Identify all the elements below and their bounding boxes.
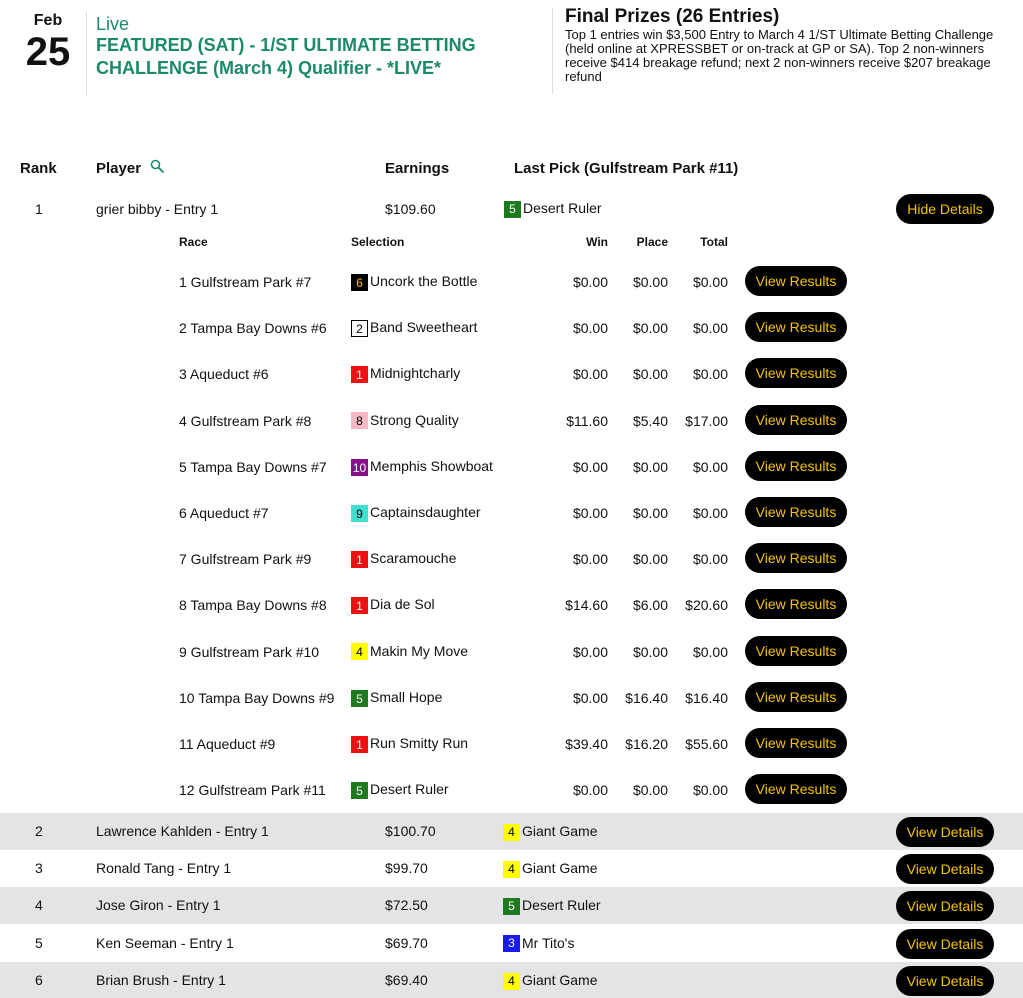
detail-header-place: Place bbox=[636, 235, 668, 249]
total-cell: $20.60 bbox=[685, 597, 728, 614]
view-details-button[interactable]: View Details bbox=[896, 854, 994, 884]
program-number-badge: 5 bbox=[351, 690, 368, 707]
program-number-badge: 4 bbox=[503, 973, 520, 990]
place-cell: $0.00 bbox=[632, 782, 668, 799]
program-number-badge: 1 bbox=[351, 736, 368, 753]
view-results-button[interactable]: View Results bbox=[745, 636, 847, 666]
win-cell: $0.00 bbox=[572, 689, 608, 706]
horse-name: Small Hope bbox=[370, 688, 443, 705]
rank-cell: 4 bbox=[35, 897, 43, 914]
view-details-button[interactable]: View Details bbox=[896, 929, 994, 959]
view-details-button[interactable]: View Details bbox=[896, 966, 994, 996]
place-cell: $0.00 bbox=[632, 458, 668, 475]
win-cell: $0.00 bbox=[572, 782, 608, 799]
total-cell: $55.60 bbox=[685, 736, 728, 752]
program-number-badge: 2 bbox=[351, 320, 368, 337]
horse-name: Midnightcharly bbox=[370, 365, 461, 382]
total-cell: $0.00 bbox=[692, 366, 728, 383]
race-cell: 5 Tampa Bay Downs #7 bbox=[179, 458, 327, 475]
race-detail-row bbox=[0, 724, 1023, 764]
view-details-button[interactable]: View Details bbox=[896, 817, 994, 847]
program-number-badge: 4 bbox=[351, 643, 368, 660]
place-cell: $5.40 bbox=[632, 412, 668, 429]
win-cell: $0.00 bbox=[572, 320, 608, 337]
earnings-cell: $109.60 bbox=[385, 201, 436, 217]
earnings-cell: $69.70 bbox=[385, 934, 428, 951]
selection-cell bbox=[351, 643, 468, 661]
view-results-button[interactable]: View Results bbox=[745, 682, 847, 712]
divider bbox=[86, 12, 87, 96]
program-number-badge: 4 bbox=[503, 861, 520, 878]
race-detail-row bbox=[0, 308, 1023, 348]
total-cell: $0.00 bbox=[692, 505, 728, 521]
view-results-button[interactable]: View Results bbox=[745, 451, 847, 481]
horse-name: Uncork the Bottle bbox=[370, 273, 478, 289]
rank-cell: 3 bbox=[35, 860, 43, 877]
player-cell[interactable]: Ronald Tang - Entry 1 bbox=[96, 860, 232, 877]
column-header-rank: Rank bbox=[20, 160, 57, 177]
race-detail-row bbox=[0, 447, 1023, 487]
rank-cell: 1 bbox=[35, 201, 43, 217]
race-detail-row bbox=[0, 493, 1023, 533]
selection-cell bbox=[351, 596, 435, 614]
last-pick-cell bbox=[503, 935, 574, 953]
selection-cell bbox=[351, 504, 481, 522]
win-cell: $0.00 bbox=[572, 551, 608, 568]
race-cell: 11 Aqueduct #9 bbox=[179, 736, 276, 752]
selection-cell bbox=[351, 735, 468, 753]
view-results-button[interactable]: View Results bbox=[745, 358, 847, 388]
win-cell: $11.60 bbox=[566, 412, 608, 429]
horse-name: Strong Quality bbox=[370, 411, 459, 428]
place-cell: $0.00 bbox=[632, 320, 668, 337]
place-cell: $16.40 bbox=[625, 689, 668, 706]
view-details-button[interactable]: View Details bbox=[896, 891, 994, 921]
earnings-cell: $100.70 bbox=[385, 823, 436, 839]
race-cell: 9 Gulfstream Park #10 bbox=[179, 643, 320, 660]
total-cell: $17.00 bbox=[685, 412, 728, 429]
event-info bbox=[96, 14, 546, 80]
horse-name: Mr Tito's bbox=[522, 934, 575, 951]
total-cell: $0.00 bbox=[692, 458, 728, 475]
horse-name: Dia de Sol bbox=[370, 596, 435, 613]
event-day: 25 bbox=[25, 30, 71, 74]
place-cell: $16.20 bbox=[625, 736, 668, 752]
view-results-button[interactable]: View Results bbox=[745, 497, 847, 527]
program-number-badge: 6 bbox=[351, 274, 368, 291]
race-detail-row bbox=[0, 401, 1023, 441]
program-number-badge: 5 bbox=[504, 201, 521, 218]
selection-cell bbox=[351, 689, 442, 707]
race-detail-row bbox=[0, 678, 1023, 718]
column-header-last-pick: Last Pick (Gulfstream Park #11) bbox=[514, 160, 739, 177]
event-status: Live bbox=[96, 14, 130, 34]
horse-name: Run Smitty Run bbox=[370, 735, 469, 751]
selection-cell bbox=[351, 365, 460, 383]
column-header-earnings: Earnings bbox=[385, 160, 450, 177]
rank-cell: 6 bbox=[35, 971, 43, 988]
player-cell[interactable]: Ken Seeman - Entry 1 bbox=[96, 934, 234, 951]
leaderboard-row bbox=[0, 925, 1023, 962]
last-pick-cell bbox=[503, 823, 597, 841]
race-detail-row bbox=[0, 632, 1023, 672]
horse-name: Desert Ruler bbox=[523, 200, 602, 216]
leaderboard-row bbox=[0, 813, 1023, 850]
race-cell: 10 Tampa Bay Downs #9 bbox=[179, 689, 335, 706]
prizes-description: Top 1 entries win $3,500 Entry to March 4 1/ST Ultimate Betting Challenge (held online at XPRESSBET or on-track at GP or SA). Top 2 non-winners receive $414 breakage refund; next 2 non-winners receive $207 breakage refund bbox=[565, 27, 994, 84]
leaderboard-row bbox=[0, 190, 1023, 227]
player-cell[interactable]: Lawrence Kahlden - Entry 1 bbox=[96, 823, 269, 839]
race-cell: 8 Tampa Bay Downs #8 bbox=[179, 597, 327, 614]
total-cell: $0.00 bbox=[692, 643, 728, 660]
race-detail-row bbox=[0, 585, 1023, 625]
rank-cell: 5 bbox=[35, 934, 43, 951]
view-results-button[interactable]: View Results bbox=[745, 543, 847, 573]
horse-name: Giant Game bbox=[522, 971, 598, 988]
race-cell: 6 Aqueduct #7 bbox=[179, 505, 269, 521]
program-number-badge: 1 bbox=[351, 597, 368, 614]
rank-cell: 2 bbox=[35, 823, 43, 839]
program-number-badge: 5 bbox=[503, 898, 520, 915]
race-detail-row bbox=[0, 262, 1023, 302]
program-number-badge: 4 bbox=[503, 824, 520, 841]
total-cell: $16.40 bbox=[685, 689, 728, 706]
race-cell: 12 Gulfstream Park #11 bbox=[179, 782, 326, 799]
race-detail-row bbox=[0, 354, 1023, 394]
player-cell[interactable]: Brian Brush - Entry 1 bbox=[96, 971, 226, 988]
selection-cell bbox=[351, 458, 493, 476]
last-pick-cell bbox=[503, 897, 601, 915]
view-results-button[interactable]: View Results bbox=[745, 266, 847, 296]
horse-name: Makin My Move bbox=[370, 642, 469, 659]
event-title: FEATURED (SAT) - 1/ST ULTIMATE BETTING CHALLENGE (March 4) Qualifier - *LIVE* bbox=[96, 35, 476, 78]
player-cell[interactable]: grier bibby - Entry 1 bbox=[96, 201, 219, 217]
view-results-button[interactable]: View Results bbox=[745, 405, 847, 435]
player-cell[interactable]: Jose Giron - Entry 1 bbox=[96, 897, 221, 914]
win-cell: $14.60 bbox=[565, 597, 608, 614]
selection-cell bbox=[351, 412, 459, 430]
race-cell: 3 Aqueduct #6 bbox=[179, 366, 269, 383]
race-detail-row bbox=[0, 770, 1023, 810]
view-results-button[interactable]: View Results bbox=[745, 728, 847, 758]
horse-name: Band Sweetheart bbox=[370, 319, 478, 336]
win-cell: $0.00 bbox=[572, 366, 608, 383]
program-number-badge: 1 bbox=[351, 366, 368, 383]
horse-name: Scaramouche bbox=[370, 550, 457, 567]
win-cell: $0.00 bbox=[572, 643, 608, 660]
program-number-badge: 1 bbox=[351, 551, 368, 568]
leaderboard-row bbox=[0, 850, 1023, 887]
race-detail-row bbox=[0, 539, 1023, 579]
last-pick-cell bbox=[503, 860, 597, 878]
horse-name: Desert Ruler bbox=[370, 781, 449, 798]
program-number-badge: 8 bbox=[351, 412, 368, 429]
event-month: Feb bbox=[33, 12, 63, 29]
last-pick-cell bbox=[504, 200, 602, 218]
event-header bbox=[0, 0, 1023, 110]
horse-name: Desert Ruler bbox=[522, 897, 601, 914]
view-results-button[interactable]: View Results bbox=[745, 312, 847, 342]
place-cell: $0.00 bbox=[632, 505, 668, 521]
event-date bbox=[18, 12, 78, 72]
win-cell: $0.00 bbox=[572, 458, 608, 475]
total-cell: $0.00 bbox=[692, 320, 728, 337]
horse-name: Memphis Showboat bbox=[370, 457, 493, 474]
detail-header-win: Win bbox=[586, 235, 608, 249]
program-number-badge: 5 bbox=[351, 782, 368, 799]
race-cell: 4 Gulfstream Park #8 bbox=[179, 412, 312, 429]
leaderboard-row bbox=[0, 962, 1023, 998]
race-cell: 1 Gulfstream Park #7 bbox=[179, 274, 312, 290]
total-cell: $0.00 bbox=[692, 782, 728, 799]
race-cell: 2 Tampa Bay Downs #6 bbox=[179, 320, 327, 337]
selection-cell bbox=[351, 319, 477, 337]
hide-details-button[interactable]: Hide Details bbox=[896, 194, 994, 224]
total-cell: $0.00 bbox=[692, 274, 728, 290]
win-cell: $0.00 bbox=[572, 505, 608, 521]
detail-header-race: Race bbox=[179, 235, 208, 249]
place-cell: $0.00 bbox=[632, 366, 668, 383]
horse-name: Giant Game bbox=[522, 860, 598, 877]
detail-header-total: Total bbox=[700, 235, 728, 249]
divider bbox=[552, 8, 553, 94]
selection-cell bbox=[351, 550, 456, 568]
program-number-badge: 9 bbox=[351, 505, 368, 522]
selection-cell bbox=[351, 273, 477, 291]
horse-name: Giant Game bbox=[522, 823, 598, 839]
earnings-cell: $69.40 bbox=[385, 971, 428, 988]
detail-header-selection: Selection bbox=[351, 235, 405, 249]
selection-cell bbox=[351, 781, 449, 799]
place-cell: $0.00 bbox=[632, 551, 668, 568]
earnings-cell: $99.70 bbox=[385, 860, 428, 877]
place-cell: $0.00 bbox=[632, 274, 668, 290]
prizes-heading: Final Prizes (26 Entries) bbox=[565, 6, 780, 27]
program-number-badge: 3 bbox=[503, 935, 520, 952]
horse-name: Captainsdaughter bbox=[370, 504, 481, 520]
place-cell: $0.00 bbox=[632, 643, 668, 660]
last-pick-cell bbox=[503, 972, 597, 990]
leaderboard-row bbox=[0, 887, 1023, 924]
race-cell: 7 Gulfstream Park #9 bbox=[179, 551, 312, 568]
view-results-button[interactable]: View Results bbox=[745, 774, 847, 804]
program-number-badge: 10 bbox=[352, 460, 367, 475]
column-header-player: Player bbox=[96, 160, 142, 177]
win-cell: $39.40 bbox=[565, 736, 608, 752]
prizes-info bbox=[565, 6, 1015, 84]
search-icon[interactable] bbox=[150, 159, 164, 173]
place-cell: $6.00 bbox=[632, 597, 668, 614]
win-cell: $0.00 bbox=[572, 274, 608, 290]
view-results-button[interactable]: View Results bbox=[745, 589, 847, 619]
total-cell: $0.00 bbox=[692, 551, 728, 568]
earnings-cell: $72.50 bbox=[385, 897, 428, 914]
